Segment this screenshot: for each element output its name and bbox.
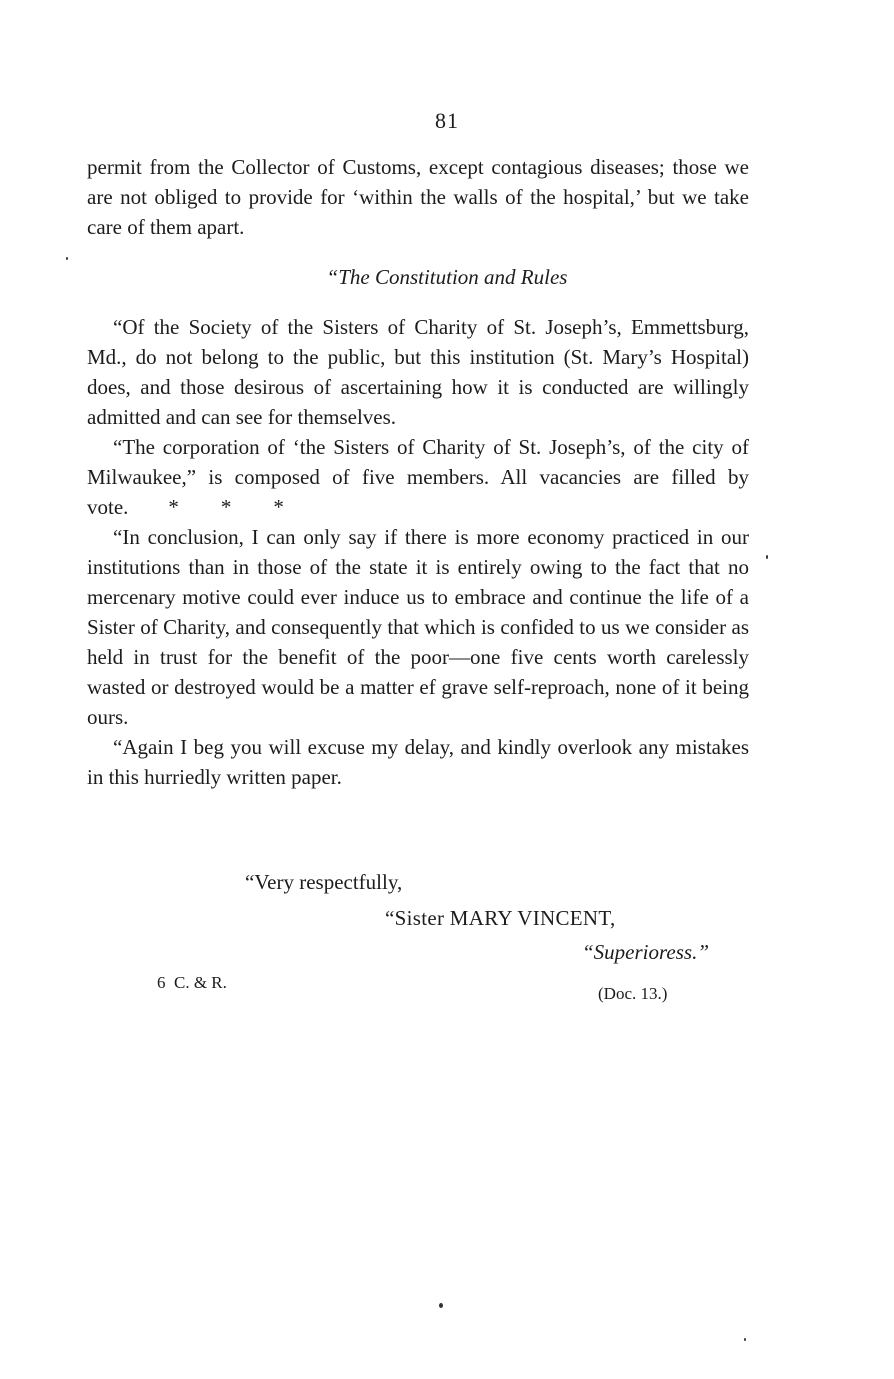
paragraph-society: “Of the Society of the Sisters of Charity of St. Joseph’s, Emmettsburg, Md., do not belong to the public, but this institution (St. Mary’s Hospital) does, and those desirous of ascertaining how it is conducted are willingly admitted and can see for themselves. bbox=[87, 315, 749, 429]
paragraph-corporation bbox=[87, 432, 749, 522]
closing-title: “Superioress.” bbox=[582, 940, 709, 964]
section-heading: “The Constitution and Rules bbox=[326, 265, 568, 289]
paragraph-conclusion: “In conclusion, I can only say if there is more economy practiced in our institutions than in those of the state it is entirely owing to the fact that no mercenary motive could ever induce us to embrace and continue the life of a Sister of Charity, and consequently that which is confided to us we consider as held in trust for the benefit of the poor—one five cents worth carelessly wasted or destroyed would be a matter ef grave self-reproach, none of it being ours. bbox=[87, 525, 749, 729]
print-speck bbox=[66, 257, 68, 260]
signature-mark: 6 C. & R. bbox=[157, 973, 227, 992]
paragraph-text: permit from the Collector of Customs, except contagious diseases; those we are not obliged to provide for ‘within the walls of the hospital,’ but we take care of them apart. bbox=[87, 155, 749, 239]
body-paragraphs bbox=[87, 312, 749, 792]
doc-reference: (Doc. 13.) bbox=[598, 984, 668, 1003]
paragraph-corporation-text: “The corporation of ‘the Sisters of Charity of St. Joseph’s, of the city of Milwaukee,” is composed of five members. All vacancies are filled by vote. bbox=[87, 435, 749, 519]
print-speck bbox=[744, 1338, 746, 1341]
paragraph-apology: “Again I beg you will excuse my delay, and kindly overlook any mistakes in this hurriedly written paper. bbox=[87, 735, 749, 789]
closing-signature: “Sister MARY VINCENT, bbox=[385, 906, 616, 930]
closing-salutation: “Very respectfully, bbox=[245, 870, 403, 894]
print-speck bbox=[766, 555, 768, 559]
ellipsis-asterisks: * * * bbox=[168, 495, 284, 519]
continuation-paragraph bbox=[87, 152, 749, 242]
page-number: 81 bbox=[435, 108, 459, 133]
print-speck bbox=[439, 1303, 443, 1308]
